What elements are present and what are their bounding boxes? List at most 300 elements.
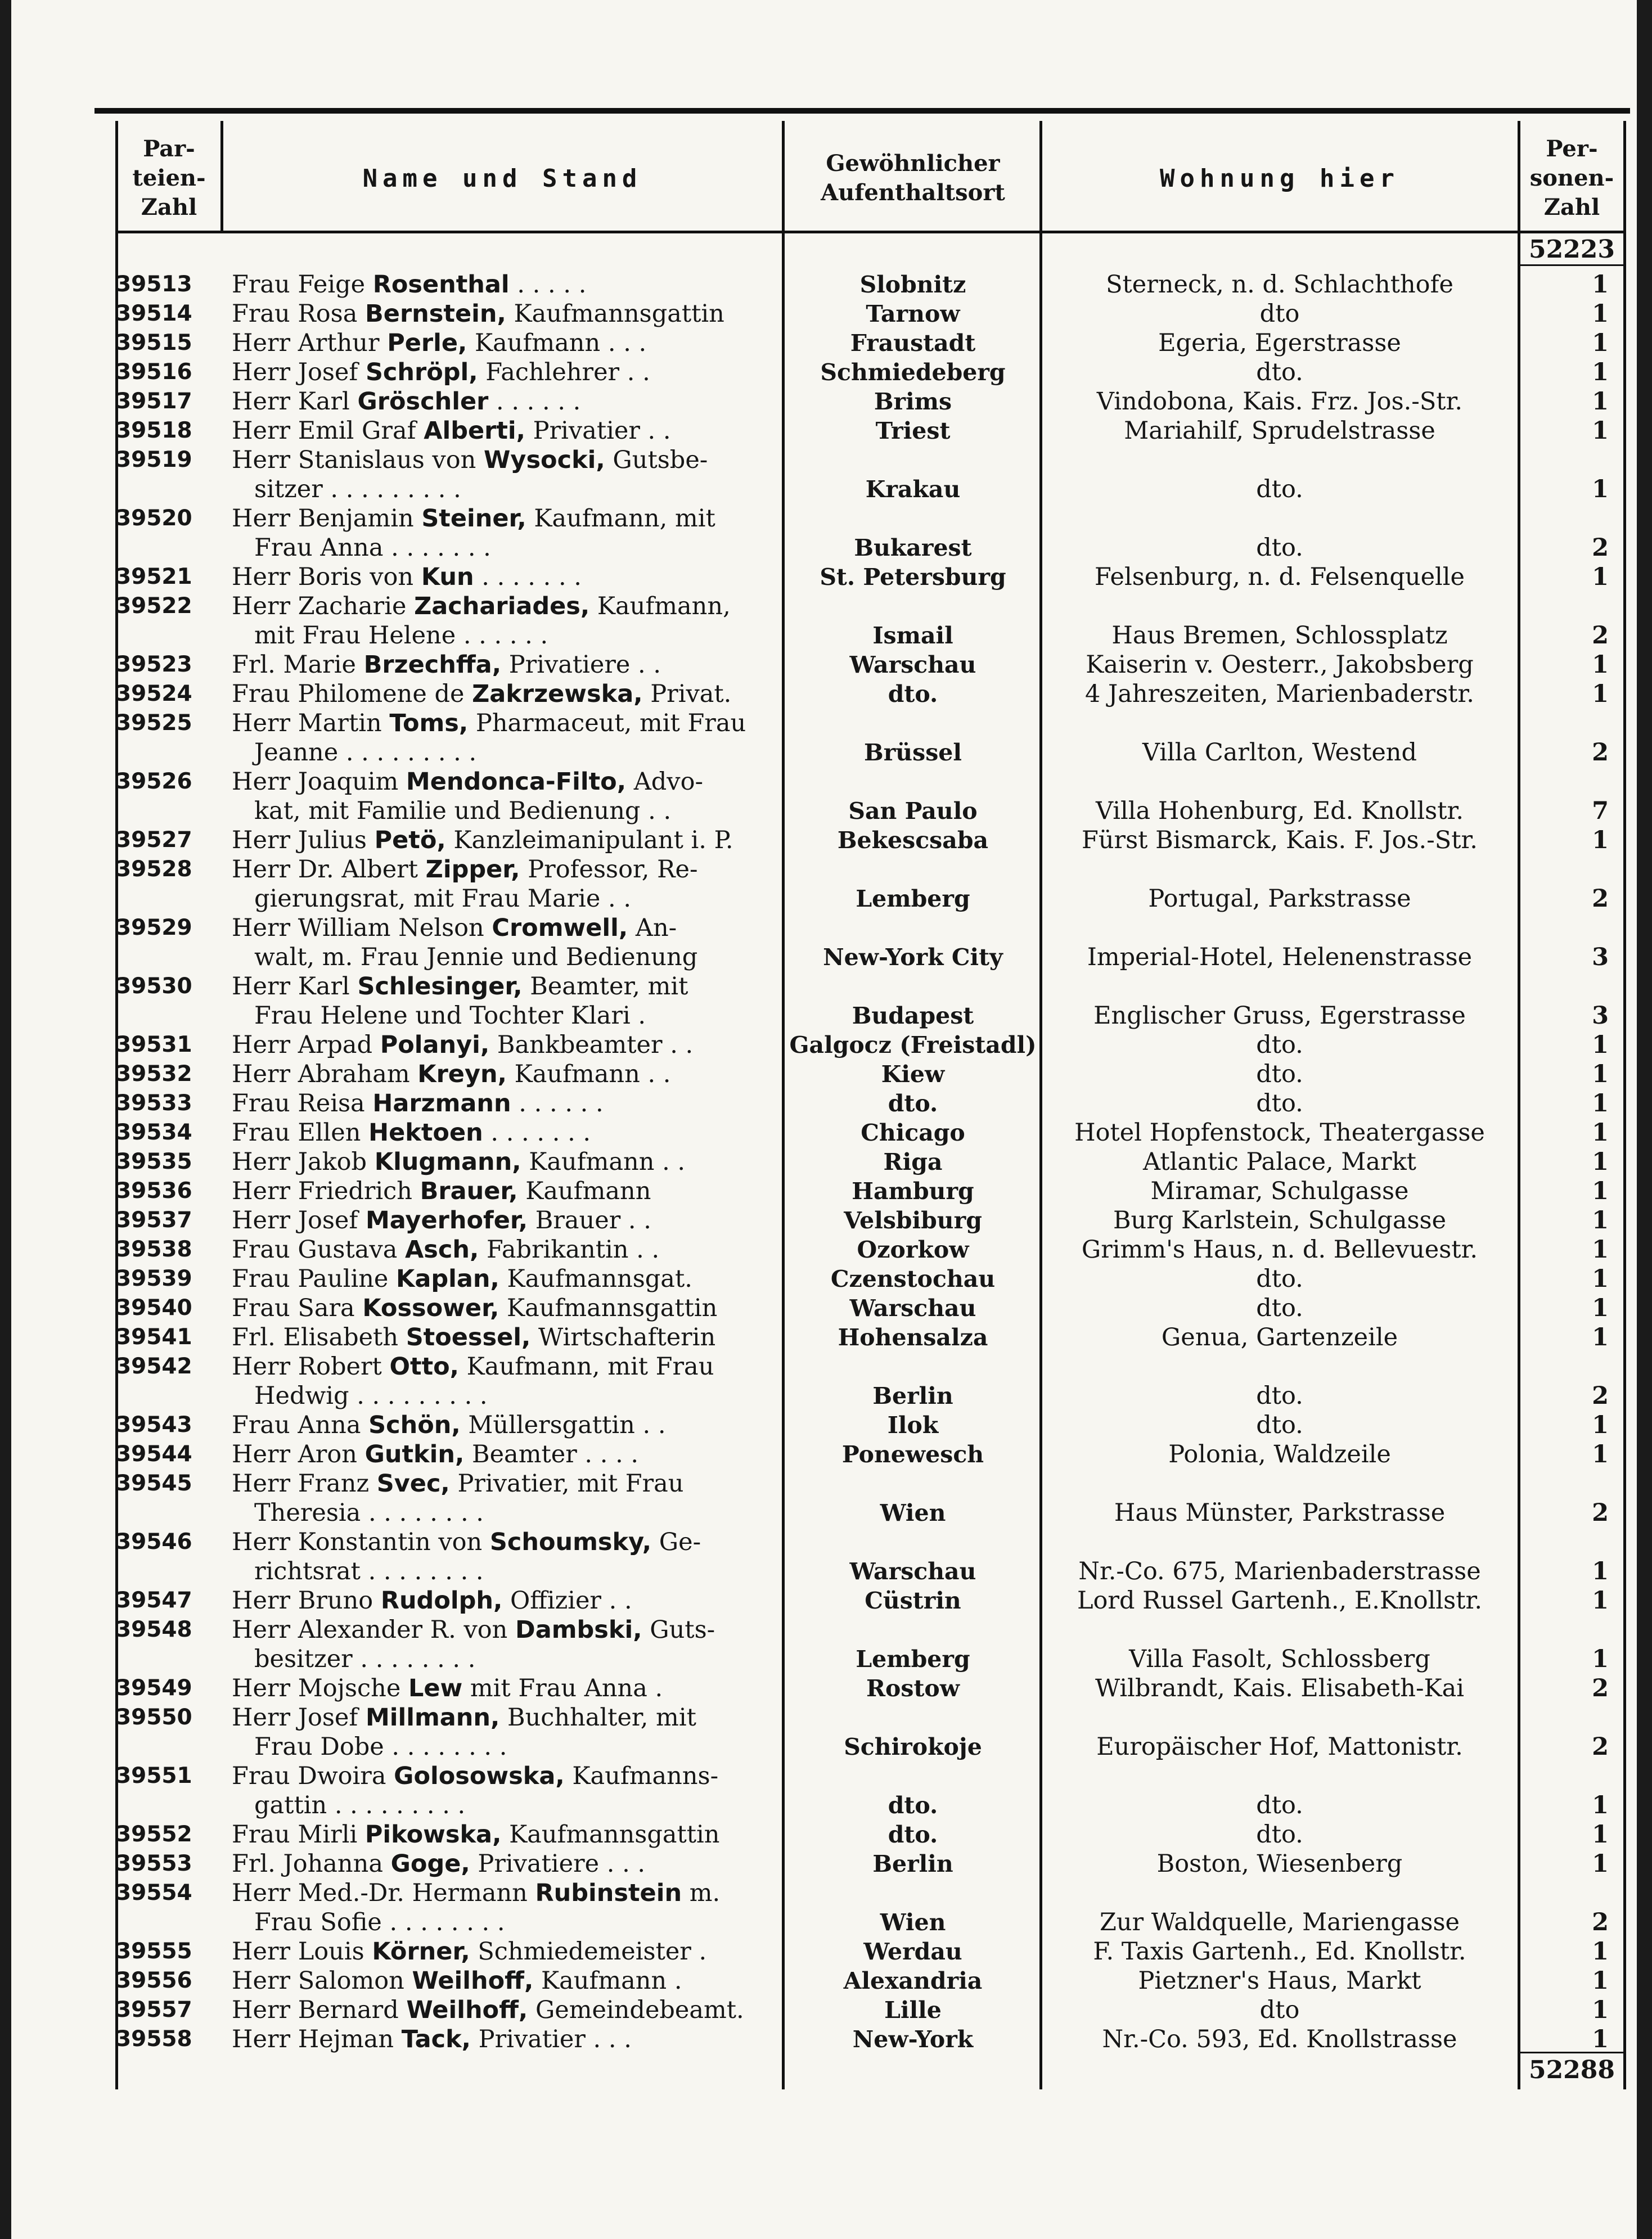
surname: Stoessel, <box>406 1323 531 1351</box>
name-and-status <box>232 1147 786 1177</box>
register-row <box>11 1206 1637 1235</box>
person-count: 1 <box>1592 1265 1609 1293</box>
register-row <box>11 1147 1637 1177</box>
name-continuation: Theresia . . . . . . . . <box>254 1499 484 1527</box>
usual-residence: Alexandria <box>843 1967 983 1994</box>
given-name: Frau Philomene de <box>232 680 472 708</box>
usual-residence: Hohensalza <box>838 1324 988 1351</box>
register-row <box>11 592 1637 650</box>
name-and-status <box>232 1820 786 1849</box>
surname: Polanyi, <box>380 1031 490 1059</box>
register-row <box>11 1966 1637 1995</box>
person-count: 1 <box>1592 329 1609 357</box>
usual-residence: Ilok <box>887 1412 939 1439</box>
surname: Tack, <box>401 2025 471 2053</box>
party-number: 39557 <box>116 1997 192 2022</box>
party-number: 39533 <box>116 1091 192 1116</box>
lodging-here: dto. <box>1256 534 1303 562</box>
register-row <box>11 650 1637 679</box>
person-count: 1 <box>1592 1294 1609 1322</box>
occupation: Kaufmann . . . <box>467 329 647 357</box>
occupation: An- <box>628 914 677 942</box>
occupation: Wirtschafterin <box>530 1323 716 1351</box>
party-number: 39522 <box>116 593 192 619</box>
person-count: 2 <box>1592 738 1609 767</box>
register-row <box>11 767 1637 826</box>
occupation: Brauer . . <box>528 1206 651 1235</box>
given-name: Herr Joaquim <box>232 768 406 796</box>
register-row <box>11 1177 1637 1206</box>
lodging-here: 4 Jahreszeiten, Marienbaderstr. <box>1085 680 1474 708</box>
register-row <box>11 1674 1637 1703</box>
surname: Millmann, <box>365 1704 500 1732</box>
given-name: Frau Pauline <box>232 1265 397 1293</box>
party-number: 39523 <box>116 652 192 677</box>
given-name: Herr Konstantin von <box>232 1528 490 1556</box>
surname: Kossower, <box>362 1294 499 1322</box>
person-count: 1 <box>1592 651 1609 679</box>
occupation: Kaufmann, mit <box>526 504 715 533</box>
register-row <box>11 1030 1637 1060</box>
register-row <box>11 1118 1637 1147</box>
usual-residence: Kiew <box>881 1061 945 1088</box>
occupation: mit Frau Anna . <box>462 1674 663 1702</box>
surname: Rudolph, <box>380 1587 503 1615</box>
register-row <box>11 504 1637 562</box>
usual-residence: Lemberg <box>856 885 970 912</box>
given-name: Herr Julius <box>232 826 375 854</box>
lodging-here: dto. <box>1256 1265 1303 1293</box>
carried-total-rule <box>1520 264 1624 266</box>
name-and-status <box>232 387 786 416</box>
person-count: 2 <box>1592 1499 1609 1527</box>
lodging-here: Lord Russel Gartenh., E.Knollstr. <box>1077 1587 1483 1615</box>
usual-residence: Schirokoje <box>844 1733 982 1760</box>
surname: Schön, <box>368 1411 461 1439</box>
given-name: Herr Arthur <box>232 329 388 357</box>
party-number: 39554 <box>116 1880 192 1905</box>
header-residence: Wohnung hier <box>1160 164 1399 193</box>
carried-total: 52223 <box>1528 235 1615 264</box>
party-number: 39518 <box>116 418 192 443</box>
lodging-here: Kaiserin v. Oesterr., Jakobsberg <box>1086 651 1474 679</box>
usual-residence: Brüssel <box>864 739 962 766</box>
given-name: Frau Sara <box>232 1294 363 1322</box>
name-and-status <box>232 562 786 592</box>
surname: Schröpl, <box>365 358 478 386</box>
occupation: Kaufmann, mit Frau <box>459 1353 714 1381</box>
occupation: Kaufmanns- <box>564 1762 719 1790</box>
usual-residence: Chicago <box>861 1119 965 1146</box>
person-count: 1 <box>1592 1850 1609 1878</box>
name-continuation: Jeanne . . . . . . . . . <box>254 738 477 767</box>
register-row <box>11 1820 1637 1849</box>
party-number: 39531 <box>116 1032 192 1057</box>
usual-residence: New-York <box>852 2026 974 2053</box>
person-count: 1 <box>1592 1440 1609 1468</box>
lodging-here: Haus Bremen, Schlossplatz <box>1111 621 1448 650</box>
lodging-here: dto. <box>1256 475 1303 503</box>
occupation: Kaufmannsgattin <box>506 300 724 328</box>
name-and-status <box>232 679 786 709</box>
person-count: 1 <box>1592 388 1609 416</box>
person-count: 2 <box>1592 1382 1609 1410</box>
occupation: Kaufmann . . <box>506 1060 671 1088</box>
lodging-here: Europäischer Hof, Mattonistr. <box>1096 1733 1463 1761</box>
name-continuation: besitzer . . . . . . . . <box>254 1645 476 1673</box>
person-count: 1 <box>1592 1557 1609 1585</box>
surname: Lew <box>408 1674 463 1702</box>
given-name: Frl. Marie <box>232 651 364 679</box>
person-count: 1 <box>1592 1821 1609 1849</box>
usual-residence: Krakau <box>865 476 961 503</box>
name-and-status <box>232 2025 786 2054</box>
register-row <box>11 1878 1637 1937</box>
occupation: Guts- <box>642 1616 715 1644</box>
name-continuation: walt, m. Frau Jennie und Bedienung <box>254 943 698 971</box>
given-name: Herr Franz <box>232 1470 377 1498</box>
occupation: Fachlehrer . . <box>478 358 650 386</box>
surname: Pikowska, <box>364 1821 502 1849</box>
surname: Zipper, <box>425 855 520 884</box>
lodging-here: dto. <box>1256 1031 1303 1059</box>
given-name: Herr Bernard <box>232 1996 407 2024</box>
given-name: Frau Ellen <box>232 1119 369 1147</box>
given-name: Herr Hejman <box>232 2025 402 2053</box>
occupation: Kaufmann <box>517 1177 651 1205</box>
surname: Weilhoff, <box>412 1967 534 1995</box>
usual-residence: Hamburg <box>852 1178 974 1205</box>
surname: Gröschler <box>357 388 489 416</box>
register-row <box>11 679 1637 709</box>
name-and-status <box>232 1878 786 1937</box>
occupation: Kaufmannsgattin <box>499 1294 718 1322</box>
occupation: Privat. <box>642 680 732 708</box>
party-number: 39549 <box>116 1675 192 1701</box>
party-number: 39537 <box>116 1208 192 1233</box>
given-name: Herr Boris von <box>232 563 421 591</box>
surname: Schoumsky, <box>489 1528 652 1556</box>
usual-residence: New-York City <box>823 944 1003 971</box>
lodging-here: dto. <box>1256 1821 1303 1849</box>
surname: Klugmann, <box>374 1148 521 1176</box>
register-row <box>11 855 1637 913</box>
party-number: 39556 <box>116 1968 192 1993</box>
person-count: 1 <box>1592 680 1609 708</box>
person-count: 1 <box>1592 300 1609 328</box>
given-name: Herr Stanislaus von <box>232 446 484 474</box>
given-name: Frau Rosa <box>232 300 366 328</box>
party-number: 39532 <box>116 1061 192 1087</box>
occupation: Privatiere . . . <box>470 1850 646 1878</box>
lodging-here: Boston, Wiesenberg <box>1156 1850 1403 1878</box>
lodging-here: Polonia, Waldzeile <box>1168 1440 1391 1468</box>
occupation: Ge- <box>651 1528 701 1556</box>
occupation: . . . . . <box>509 271 587 299</box>
usual-residence: Warschau <box>849 1295 976 1322</box>
lodging-here: Wilbrandt, Kais. Elisabeth-Kai <box>1095 1674 1464 1702</box>
person-count: 2 <box>1592 621 1609 650</box>
name-continuation: Frau Sofie . . . . . . . . <box>254 1908 505 1936</box>
register-row <box>11 1703 1637 1762</box>
name-continuation: gierungsrat, mit Frau Marie . . <box>254 885 632 913</box>
register-row <box>11 1294 1637 1323</box>
occupation: Gutsbe- <box>605 446 708 474</box>
usual-residence: Galgocz (Freistadl) <box>789 1031 1037 1058</box>
register-row <box>11 1528 1637 1586</box>
surname: Golosowska, <box>394 1762 565 1790</box>
party-number: 39551 <box>116 1763 192 1789</box>
usual-residence: Riga <box>883 1148 943 1175</box>
usual-residence: Warschau <box>849 651 976 678</box>
lodging-here: Englischer Gruss, Egerstrasse <box>1093 1002 1466 1030</box>
surname: Perle, <box>387 329 467 357</box>
usual-residence: Fraustadt <box>850 330 976 357</box>
party-number: 39544 <box>116 1441 192 1467</box>
occupation: Privatier . . . <box>471 2025 632 2053</box>
person-count: 1 <box>1592 1645 1609 1673</box>
occupation: Kaufmannsgattin <box>501 1821 720 1849</box>
name-continuation: Frau Helene und Tochter Klari . <box>254 1002 646 1030</box>
occupation: Pharmaceut, mit Frau <box>468 709 746 737</box>
lodging-here: dto. <box>1256 1089 1303 1118</box>
lodging-here: dto <box>1259 300 1300 328</box>
lodging-here: Genua, Gartenzeile <box>1161 1323 1398 1351</box>
surname: Alberti, <box>424 417 525 445</box>
party-number: 39548 <box>116 1617 192 1642</box>
name-and-status <box>232 592 786 650</box>
usual-residence: Ozorkow <box>857 1236 969 1263</box>
name-continuation: sitzer . . . . . . . . . <box>254 475 461 503</box>
name-continuation: Hedwig . . . . . . . . . <box>254 1382 488 1410</box>
person-count: 1 <box>1592 358 1609 386</box>
person-count: 1 <box>1592 1411 1609 1439</box>
header-name: Name und Stand <box>362 164 642 193</box>
party-number: 39515 <box>116 330 192 355</box>
lodging-here: Portugal, Parkstrasse <box>1148 885 1411 913</box>
surname: Mayerhofer, <box>365 1206 528 1235</box>
final-total: 52288 <box>1528 2056 1615 2084</box>
person-count: 1 <box>1592 1938 1609 1966</box>
name-and-status <box>232 972 786 1030</box>
person-count: 1 <box>1592 1791 1609 1819</box>
usual-residence: Ponewesch <box>841 1441 984 1468</box>
lodging-here: Villa Carlton, Westend <box>1142 738 1417 767</box>
given-name: Frau Mirli <box>232 1821 365 1849</box>
person-count: 1 <box>1592 1967 1609 1995</box>
given-name: Herr Med.-Dr. Hermann <box>232 1879 535 1907</box>
party-number: 39538 <box>116 1237 192 1262</box>
name-and-status <box>232 299 786 328</box>
name-and-status <box>232 1762 786 1820</box>
name-and-status <box>232 1411 786 1440</box>
name-continuation: kat, mit Familie und Bedienung . . <box>254 797 672 825</box>
party-number: 39552 <box>116 1822 192 1847</box>
person-count: 1 <box>1592 1236 1609 1264</box>
lodging-here: dto <box>1259 1996 1300 2024</box>
top-rule <box>94 108 1630 114</box>
name-and-status <box>232 504 786 562</box>
register-row <box>11 358 1637 387</box>
party-number: 39514 <box>116 301 192 326</box>
person-count: 1 <box>1592 417 1609 445</box>
occupation: Professor, Re- <box>520 855 698 884</box>
occupation: . . . . . . . <box>483 1119 591 1147</box>
lodging-here: Vindobona, Kais. Frz. Jos.-Str. <box>1096 388 1463 416</box>
usual-residence: Bukarest <box>854 534 972 561</box>
person-count: 1 <box>1592 1031 1609 1059</box>
person-count: 3 <box>1592 943 1609 971</box>
person-count: 2 <box>1592 1733 1609 1761</box>
surname: Cromwell, <box>492 914 628 942</box>
given-name: Herr Benjamin <box>232 504 422 533</box>
register-row <box>11 1235 1637 1264</box>
usual-residence: Czenstochau <box>830 1265 996 1292</box>
lodging-here: Villa Hohenburg, Ed. Knollstr. <box>1095 797 1464 825</box>
name-and-status <box>232 1849 786 1878</box>
register-row <box>11 913 1637 972</box>
occupation: . . . . . . <box>488 388 581 416</box>
occupation: Privatier, mit Frau <box>449 1470 684 1498</box>
party-number: 39550 <box>116 1705 192 1730</box>
name-and-status <box>232 328 786 358</box>
register-row <box>11 1849 1637 1878</box>
person-count: 1 <box>1592 475 1609 503</box>
usual-residence: Velsbiburg <box>844 1207 982 1234</box>
register-row <box>11 416 1637 445</box>
person-count: 7 <box>1592 797 1609 825</box>
surname: Dambski, <box>515 1616 642 1644</box>
name-and-status <box>232 1089 786 1118</box>
name-and-status <box>232 270 786 299</box>
person-count: 2 <box>1592 1908 1609 1936</box>
register-row <box>11 1060 1637 1089</box>
name-continuation: Frau Anna . . . . . . . <box>254 534 491 562</box>
given-name: Herr Robert <box>232 1353 390 1381</box>
lodging-here: Nr.-Co. 593, Ed. Knollstrasse <box>1102 2025 1457 2053</box>
occupation: . . . . . . . <box>474 563 582 591</box>
usual-residence: dto. <box>888 1792 938 1819</box>
surname: Bernstein, <box>365 300 506 328</box>
usual-residence: dto. <box>888 681 938 708</box>
lodging-here: Sterneck, n. d. Schlachthofe <box>1106 271 1453 299</box>
given-name: Herr Alexander R. von <box>232 1616 516 1644</box>
lodging-here: Atlantic Palace, Markt <box>1143 1148 1416 1176</box>
given-name: Herr Friedrich <box>232 1177 420 1205</box>
name-and-status <box>232 1323 786 1352</box>
party-number: 39541 <box>116 1325 192 1350</box>
person-count: 1 <box>1592 1089 1609 1118</box>
register-row <box>11 445 1637 504</box>
usual-residence: dto. <box>888 1090 938 1117</box>
register-row <box>11 299 1637 328</box>
person-count: 1 <box>1592 1119 1609 1147</box>
given-name: Herr Bruno <box>232 1587 381 1615</box>
party-number: 39545 <box>116 1471 192 1496</box>
person-count: 1 <box>1592 271 1609 299</box>
usual-residence: Budapest <box>852 1002 974 1029</box>
usual-residence: Rostow <box>866 1675 960 1702</box>
occupation: Schmiedemeister . <box>470 1938 707 1966</box>
party-number: 39524 <box>116 681 192 706</box>
lodging-here: Hotel Hopfenstock, Theatergasse <box>1074 1119 1485 1147</box>
surname: Kun <box>421 563 474 591</box>
usual-residence: Lemberg <box>856 1646 970 1673</box>
given-name: Frl. Elisabeth <box>232 1323 406 1351</box>
lodging-here: Fürst Bismarck, Kais. F. Jos.-Str. <box>1082 826 1478 854</box>
party-number: 39536 <box>116 1178 192 1204</box>
party-number: 39535 <box>116 1149 192 1174</box>
occupation: Kaufmann . . <box>521 1148 686 1176</box>
name-and-status <box>232 1294 786 1323</box>
given-name: Herr Dr. Albert <box>232 855 426 884</box>
usual-residence: Berlin <box>872 1382 953 1409</box>
surname: Mendonca-Filto, <box>406 768 627 796</box>
given-name: Frau Gustava <box>232 1236 406 1264</box>
register-row <box>11 270 1637 299</box>
party-number: 39517 <box>116 389 192 414</box>
lodging-here: Grimm's Haus, n. d. Bellevuestr. <box>1081 1236 1478 1264</box>
surname: Hektoen <box>368 1119 483 1147</box>
lodging-here: Zur Waldquelle, Mariengasse <box>1100 1908 1460 1936</box>
name-and-status <box>232 1995 786 2025</box>
surname: Brzechffa, <box>363 651 502 679</box>
usual-residence: Bekescsaba <box>837 827 989 854</box>
party-number: 39528 <box>116 857 192 882</box>
given-name: Herr Emil Graf <box>232 417 424 445</box>
party-number: 39546 <box>116 1529 192 1555</box>
name-and-status <box>232 1528 786 1586</box>
given-name: Frau Feige <box>232 271 373 299</box>
register-row <box>11 1440 1637 1469</box>
occupation: Beamter . . . . <box>464 1440 639 1468</box>
given-name: Herr Josef <box>232 358 366 386</box>
name-continuation: richtsrat . . . . . . . . <box>254 1557 484 1585</box>
person-count: 1 <box>1592 1323 1609 1351</box>
given-name: Herr Martin <box>232 709 390 737</box>
name-and-status <box>232 1674 786 1703</box>
person-count: 1 <box>1592 1060 1609 1088</box>
person-count: 1 <box>1592 1148 1609 1176</box>
given-name: Herr Karl <box>232 388 358 416</box>
usual-residence: dto. <box>888 1821 938 1848</box>
register-row <box>11 1323 1637 1352</box>
lodging-here: Egeria, Egerstrasse <box>1158 329 1401 357</box>
register-row <box>11 1469 1637 1528</box>
party-number: 39539 <box>116 1266 192 1291</box>
surname: Rosenthal <box>372 271 510 299</box>
register-row <box>11 2025 1637 2054</box>
given-name: Frau Anna <box>232 1411 369 1439</box>
usual-residence: Warschau <box>849 1558 976 1585</box>
occupation: . . . . . . <box>511 1089 604 1118</box>
party-number: 39527 <box>116 827 192 853</box>
header-bottom-rule <box>117 231 1624 233</box>
given-name: Herr William Nelson <box>232 914 492 942</box>
person-count: 1 <box>1592 1206 1609 1235</box>
lodging-here: Imperial-Hotel, Helenenstrasse <box>1087 943 1473 971</box>
occupation: Gemeindebeamt. <box>528 1996 744 2024</box>
register-row <box>11 709 1637 767</box>
party-number: 39519 <box>116 447 192 472</box>
register-row <box>11 1089 1637 1118</box>
party-number: 39542 <box>116 1354 192 1379</box>
name-and-status <box>232 855 786 913</box>
occupation: Kaufmann, <box>589 592 731 620</box>
usual-residence: Ismail <box>872 622 953 649</box>
occupation: Müllersgattin . . <box>460 1411 666 1439</box>
person-count: 1 <box>1592 1587 1609 1615</box>
